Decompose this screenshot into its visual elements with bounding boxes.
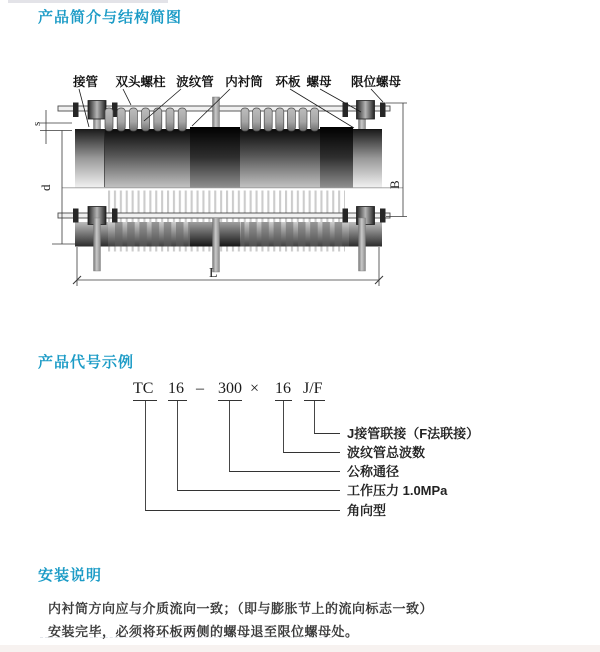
part-label-luomu: 螺母 <box>306 75 332 89</box>
inner-liner-collar <box>190 127 240 188</box>
part-label-jieguan: 接管 <box>72 75 99 89</box>
callout-connection: J接管联接（F法联接） <box>347 425 480 441</box>
pipe-end-right <box>353 130 382 188</box>
limit-nut-right <box>380 103 386 118</box>
part-label-neichentong: 内衬筒 <box>225 75 263 89</box>
code-token-times: × <box>250 380 260 397</box>
lower-jam-nut-right <box>343 209 349 223</box>
lower-limit-nut-right <box>380 209 386 223</box>
code-token-diameter: 300 <box>218 380 242 397</box>
part-label-huanban: 环板 <box>275 75 301 89</box>
code-token-type: TC <box>133 380 154 397</box>
install-section-heading: 安装说明 <box>38 567 103 584</box>
code-token-dash: – <box>196 380 204 397</box>
center-stud-down <box>213 218 220 272</box>
lower-cap-left <box>75 222 108 247</box>
pipe-end-left <box>75 129 104 188</box>
code-token-connection: J/F <box>303 380 323 397</box>
ring-plate-band <box>320 127 353 188</box>
dim-label-B: B <box>387 180 402 189</box>
callout-lines <box>146 401 341 511</box>
page-remnant-line <box>40 637 332 638</box>
dim-label-s: s <box>31 121 43 126</box>
install-line-2: 安装完毕，必须将环板两侧的螺母退至限位螺母处。 <box>48 624 359 639</box>
callout-diameter: 公称通径 <box>347 463 400 479</box>
lower-assembly <box>58 191 390 273</box>
main-nut-right <box>357 101 375 120</box>
part-label-shuangtou: 双头螺柱 <box>115 75 166 89</box>
bellows-waves-right <box>241 108 319 131</box>
right-stud-down <box>359 218 366 271</box>
part-labels <box>72 74 402 89</box>
install-line-1: 内衬筒方向应与介质流向一致；（即与膨胀节上的流向标志一致） <box>48 601 434 616</box>
upper-assembly <box>58 97 390 188</box>
code-token-pressure: 16 <box>168 380 184 397</box>
code-token-waves: 16 <box>275 380 291 397</box>
main-nut-left <box>88 101 106 120</box>
page-bottom-edge <box>0 645 600 652</box>
intro-section-heading: 产品简介与结构简图 <box>38 9 183 26</box>
center-stud-up <box>213 97 220 130</box>
lower-jam-nut-left <box>112 209 118 223</box>
lower-limit-nut-left <box>73 209 79 223</box>
dim-label-L: L <box>209 266 218 281</box>
callout-type: 角向型 <box>347 502 387 518</box>
lower-waves-right <box>241 222 345 247</box>
part-label-xianweiluomu: 限位螺母 <box>350 75 402 89</box>
code-section-heading: 产品代号示例 <box>38 354 135 371</box>
part-label-bowenguan: 波纹管 <box>176 75 214 89</box>
left-stud-down <box>94 218 101 271</box>
dim-label-d: d <box>38 184 53 191</box>
callout-pressure: 工作压力 1.0MPa <box>347 482 448 498</box>
lower-waves-left <box>115 222 190 247</box>
lower-tie-rod <box>58 213 390 218</box>
callout-wave-count: 波纹管总波数 <box>347 444 426 460</box>
limit-nut-left <box>73 103 79 118</box>
